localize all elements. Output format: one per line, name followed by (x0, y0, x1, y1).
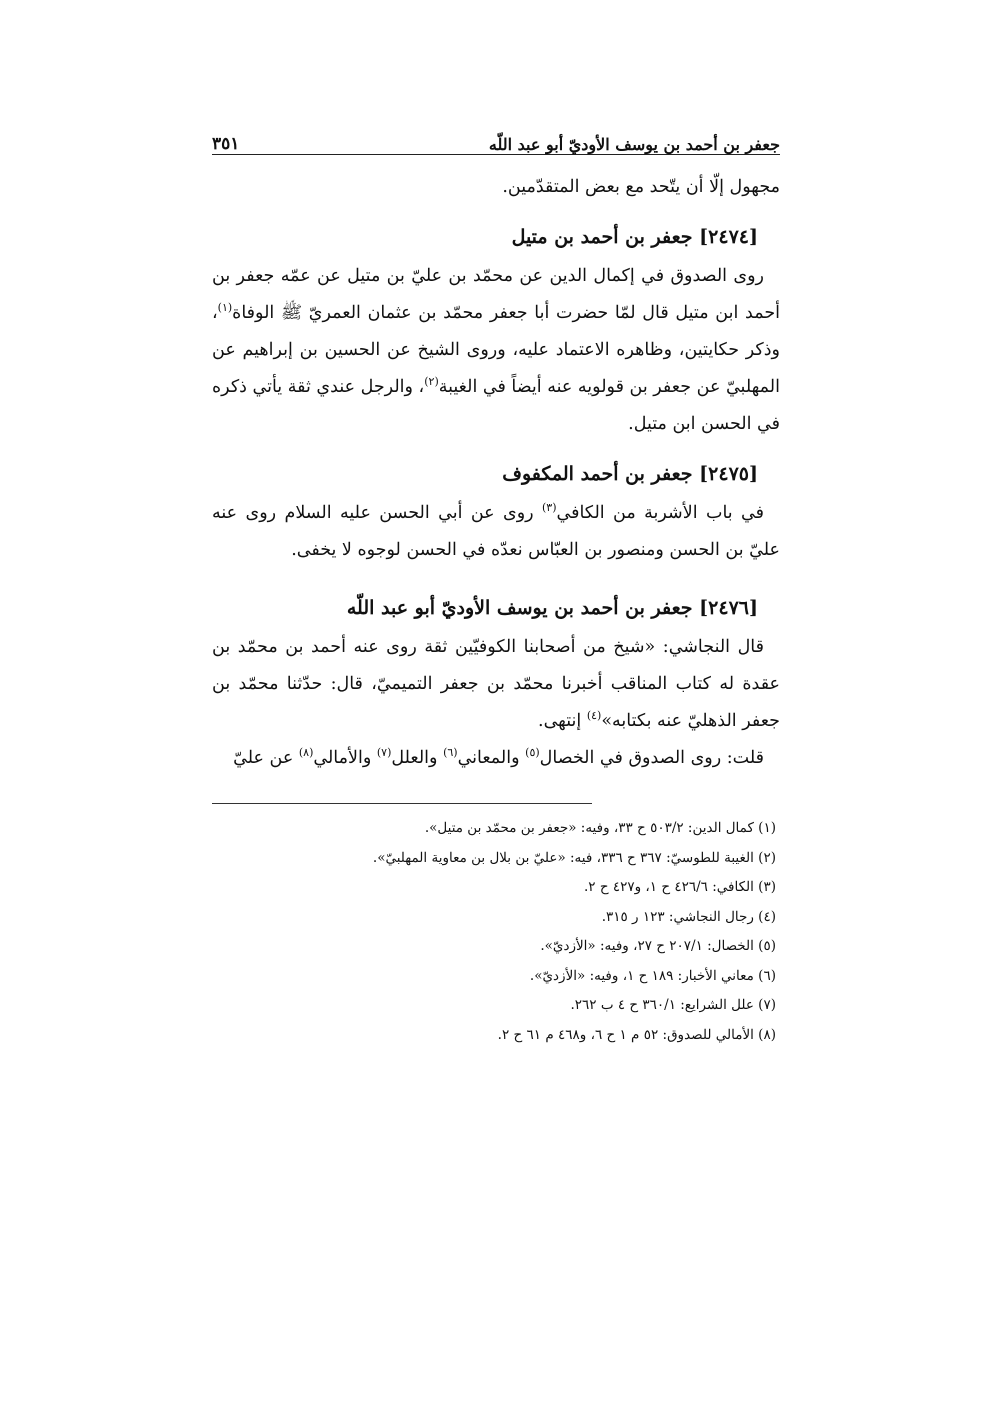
paragraph-text: قلت: روى الصدوق في الخصال (539, 748, 764, 768)
paragraph-text: روى عن أبي الحسن عليه السلام روى عنه عليّ بن الحسن ومنصور بن العبّاس نعدّه في الحسن لوجوه لا يخفى. (212, 503, 780, 560)
paragraph-text: والأمالي (313, 748, 377, 768)
footnote-item: (٤) رجال النجاشي: ١٢٣ ر ٣١٥. (601, 908, 776, 925)
footnote-item: (٣) الكافي: ٤٢٦/٦ ح ١، و٤٢٧ ح ٢. (583, 879, 776, 895)
footnote-ref[interactable]: (١) (217, 301, 233, 315)
paragraph-text: ، والرجل عندي ثقة يأتي ذكره في الحسن ابن متيل. (212, 377, 780, 434)
page-header (212, 120, 780, 155)
footnote-ref[interactable]: (٤) (586, 709, 602, 723)
paragraph-text: والمعاني (457, 748, 526, 768)
footnote-ref[interactable]: (٢) (424, 375, 439, 389)
footnote-item: (٥) الخصال: ٢٠٧/١ ح ٢٧، وفيه: «الأزديّ». (540, 938, 776, 954)
entry-number: [٢٤٧٥] (699, 463, 758, 485)
footnote-divider-wrap (212, 777, 780, 814)
paragraph-text: والعلل (391, 748, 444, 768)
entry-heading-2476 (212, 591, 780, 625)
running-title: جعفر بن أحمد بن يوسف الأوديّ أبو عبد اللّه (488, 135, 780, 154)
entry-paragraph (212, 629, 780, 740)
entry-title: جعفر بن أحمد بن متيل (511, 226, 693, 248)
page-number: ٣٥١ (212, 134, 240, 154)
entry-title: جعفر بن أحمد المكفوف (502, 463, 693, 485)
paragraph-text: عن عليّ (233, 748, 299, 768)
footnote-item: (٦) معاني الأخبار: ١٨٩ ح ١، وفيه: «الأزديّ». (529, 967, 776, 984)
entry-paragraph (212, 258, 780, 443)
footnote-ref[interactable]: (٦) (443, 746, 458, 760)
footnote-ref[interactable]: (٨) (298, 746, 314, 760)
footnote-item: (٧) علل الشرايع: ٣٦٠/١ ح ٤ ب ٢٦٢. (570, 997, 776, 1013)
intro-line: مجهول إلّا أن يتّحد مع بعض المتقدّمين. (502, 177, 780, 197)
paragraph-text: ، وذكر حكايتين، وظاهره الاعتماد عليه، وروى الشيخ عن الحسين بن إبراهيم عن المهلبيّ عن جعفر بن قولويه عنه أيضاً في الغيبة (212, 303, 780, 397)
entry-paragraph (212, 740, 780, 777)
paragraph-text: قال النجاشي: «شيخ من أصحابنا الكوفيّين ثقة روى عنه أحمد بن محمّد بن عقدة له كتاب المناقب أخبرنا محمّد بن جعفر التميميّ، قال: حدّثنا محمّد بن جعفر الذهليّ عنه بكتابه» (212, 637, 780, 731)
footnote-ref[interactable]: (٣) (542, 501, 557, 515)
entry-heading-2474 (212, 220, 780, 254)
footnote-divider (212, 803, 592, 804)
footnote-ref[interactable]: (٧) (376, 746, 392, 760)
footnote-item: (٢) الغيبة للطوسيّ: ٣٦٧ ح ٣٣٦، فيه: «عليّ بن بلال بن معاوية المهلبيّ». (372, 849, 776, 866)
paragraph-text: روى الصدوق في إكمال الدين عن محمّد بن عليّ بن متيل عن عمّه جعفر بن أحمد ابن متيل قال لمّا حضرت أبا جعفر محمّد بن عثمان العمريّ ﷺ الوفاة (212, 266, 780, 323)
footnote-item: (١) كمال الدين: ٥٠٣/٢ ح ٣٣، وفيه: «جعفر بن محمّد بن متيل». (424, 820, 776, 836)
paragraph-text: في باب الأشربة من الكافي (556, 503, 764, 523)
footnote-ref[interactable]: (٥) (525, 746, 540, 760)
entry-number: [٢٤٧٤] (699, 226, 758, 248)
paragraph-text: إنتهى. (538, 711, 587, 731)
entry-heading-2475 (212, 457, 780, 491)
entry-title: جعفر بن أحمد بن يوسف الأوديّ أبو عبد اللّه (346, 597, 693, 619)
entry-number: [٢٤٧٦] (699, 597, 758, 619)
footnote-item: (٨) الأمالي للصدوق: ٥٢ م ١ ح ٦، و٤٦٨ م ٦١ ح ٢. (497, 1026, 776, 1043)
footnotes-list (212, 814, 780, 1050)
entry-paragraph (212, 495, 780, 569)
book-page (212, 120, 780, 1050)
